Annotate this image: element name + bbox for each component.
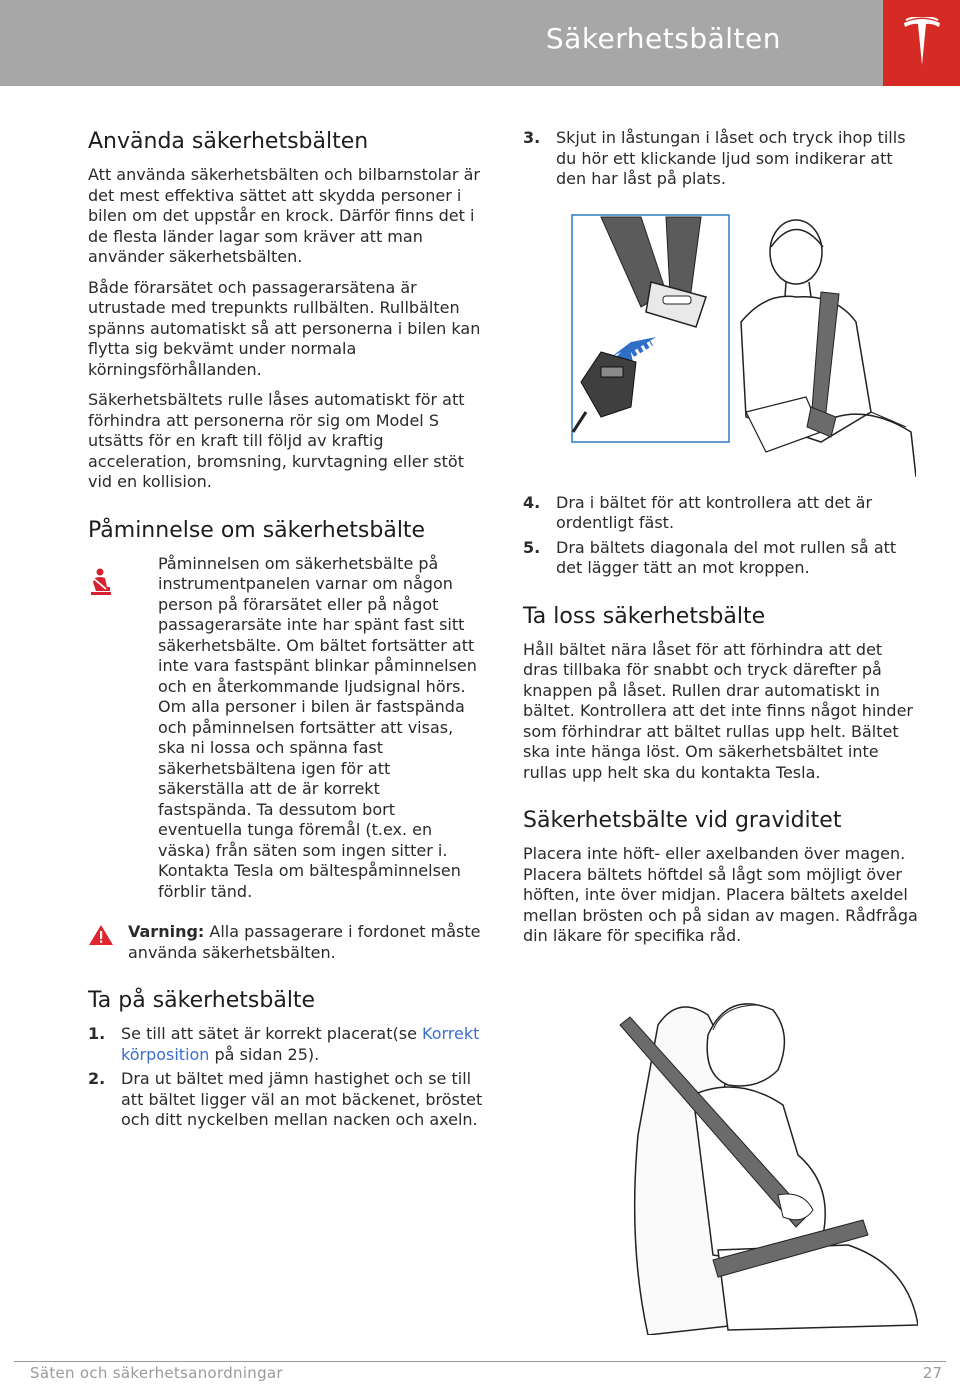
step-number: 1.	[88, 1024, 106, 1043]
heading-release-seatbelt: Ta loss säkerhetsbälte	[523, 603, 766, 629]
warning-text: Alla passagerare i fordonet måste använda säkerhetsbälten.	[128, 922, 481, 962]
tesla-logo-icon	[902, 17, 942, 67]
reminder-block	[88, 554, 483, 903]
right-column	[523, 128, 918, 957]
page-number: 27	[922, 1364, 942, 1382]
reminder-text: Påminnelsen om säkerhetsbälte på instrumentpanelen varnar om någon person på förarsätet eller på något passagerarsäte inte har spänt fast sitt säkerhetsbälte. Om bältet fortsätter att inte vara fastspänt blinkar påminnelsen och en återkommande ljudsignal hörs. Om alla personer i bilen är fastspända och påminnelsen fortsätter att visas, ska ni lossa och spänna fast säkerhetsbältena igen för att säkerställa att de är korrekt fastspända. Ta dessutom bort eventuella tunga föremål (t.ex. en väska) från säten som ingen sitter i. Kontakta Tesla om bältespåminnelsen förblir tänd.	[158, 553, 477, 901]
driving-position-link[interactable]: Korrekt körposition	[121, 1024, 480, 1064]
heading-seatbelt-reminder: Påminnelse om säkerhetsbälte	[88, 517, 426, 543]
step-number: 2.	[88, 1069, 106, 1088]
heading-fasten-seatbelt: Ta på säkerhetsbälte	[88, 988, 316, 1013]
step-number: 4.	[523, 492, 541, 512]
pregnancy-illustration	[618, 995, 918, 1335]
step-text: på sidan 25).	[209, 1044, 320, 1064]
step-text: Dra i bältet för att kontrollera att det är ordentligt fäst.	[556, 492, 873, 532]
warning-icon	[88, 922, 128, 963]
heading-using-seatbelts: Använda säkerhetsbälten	[88, 129, 369, 154]
fasten-steps-continued	[523, 128, 918, 190]
paragraph: Både förarsätet och passagerarsätena är utrustade med trepunkts rullbälten. Rullbälten spänns automatiskt så att personerna i bilen kan flytta sig bekvämt under normala körningsförhållanden.	[88, 277, 481, 379]
buckle-illustration	[571, 212, 916, 477]
step-text: Dra ut bältet med jämn hastighet och se till att bältet ligger väl an mot bäckenet, bröstet och ditt nyckelben mellan nacken och axeln.	[121, 1069, 483, 1129]
footer-section: Säten och säkerhetsanordningar	[30, 1364, 283, 1382]
step-4	[523, 493, 918, 534]
step-text: Skjut in låstungan i låset och tryck ihop tills du hör ett klickande ljud som indikerar att den har låst på plats.	[556, 128, 906, 188]
paragraph: Håll bältet nära låset för att förhindra att det dras tillbaka för snabbt och tryck därefter på knappen på låset. Rullen drar automatiskt in bältet. Kontrollera att det inte finns något hinder som förhindrar att bältet rullas upp helt. Bältet ska inte hänga löst. Om säkerhetsbältet inte rullas upp helt ska du kontakta Tesla.	[523, 639, 914, 782]
seatbelt-reminder-icon	[88, 554, 158, 903]
header-bar	[0, 0, 883, 86]
step-number: 5.	[523, 537, 541, 557]
step-2	[88, 1069, 483, 1131]
paragraph: Säkerhetsbältets rulle låses automatiskt för att förhindra att personerna rör sig om Model S utsätts för en kraft till följd av kraftig acceleration, bromsning, kurvtagning eller stöt vid en kollision.	[88, 390, 465, 491]
step-number: 3.	[523, 128, 541, 147]
page-title: Säkerhetsbälten	[545, 22, 781, 55]
paragraph: Att använda säkerhetsbälten och bilbarnstolar är det mest effektiva sättet att skydda personer i bilen om det uppstår en krock. Därför finns det i de flesta länder lagar som kräver att man använder säkerhetsbälten.	[88, 165, 480, 266]
heading-pregnancy-seatbelt: Säkerhetsbälte vid graviditet	[523, 808, 842, 833]
left-column	[88, 128, 483, 1135]
step-5	[523, 538, 918, 579]
fasten-steps	[88, 1024, 483, 1131]
warning-label: Varning:	[128, 922, 205, 941]
step-3	[523, 128, 918, 190]
step-1	[88, 1024, 483, 1065]
paragraph: Placera inte höft- eller axelbanden över magen. Placera bältets höftdel så lågt som möjligt över höften, inte över midjan. Placera bältets axeldel mellan brösten och på sidan av magen. Rådfråga din läkare för specifika råd.	[523, 844, 918, 945]
step-text: Se till att sätet är korrekt placerat(se	[121, 1024, 422, 1043]
warning-block	[88, 922, 483, 963]
tesla-logo	[883, 0, 960, 86]
step-text: Dra bältets diagonala del mot rullen så att det lägger tätt an mot kroppen.	[556, 537, 897, 577]
footer-divider	[14, 1361, 946, 1362]
fasten-steps-final	[523, 493, 918, 579]
